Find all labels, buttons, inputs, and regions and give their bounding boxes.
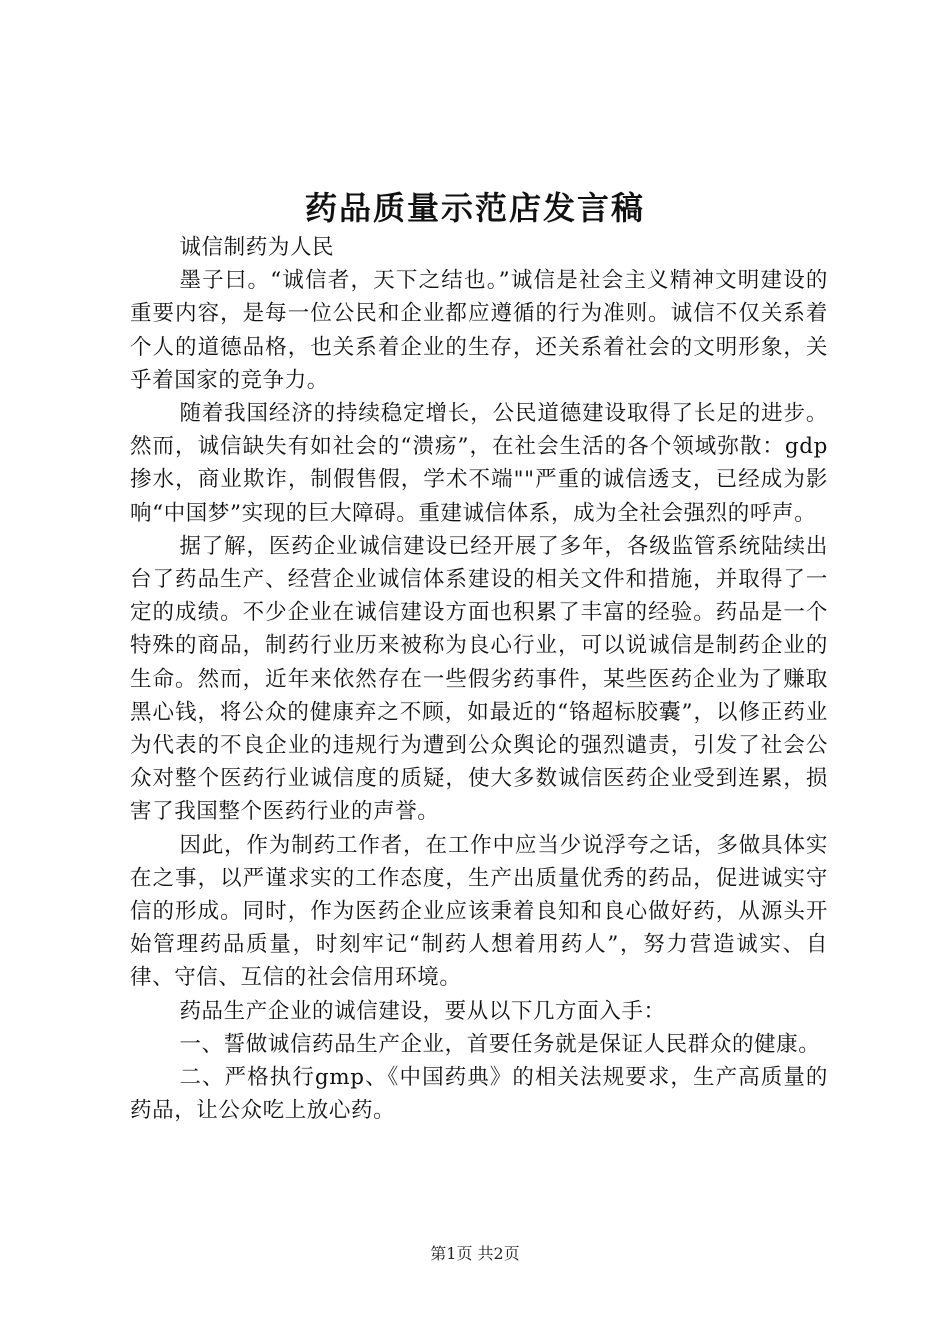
page-footer: 第1页 共2页 <box>430 1244 520 1263</box>
paragraph: 因此，作为制药工作者，在工作中应当少说浮夸之话，多做具体实在之事，以严谨求实的工作态度，生产出质量优秀的药品，促进诚实守信的形成。同时，作为医药企业应该秉着良知和良心做好药，从源头开始管理药品质量，时刻牢记“制药人想着用药人”，努力营造诚实、自律、守信、互信的社会信用环境。 <box>130 832 828 991</box>
paragraph: 一、誓做诚信药品生产企业，首要任务就是保证人民群众的健康。 <box>179 1031 821 1057</box>
paragraph: 据了解，医药企业诚信建设已经开展了多年，各级监管系统陆续出台了药品生产、经营企业诚信体系建设的相关文件和措施，并取得了一定的成绩。不少企业在诚信建设方面也积累了丰富的经验。药品是一个特殊的商品，制药行业历来被称为良心行业，可以说诚信是制药企业的生命。然而，近年来依然存在一些假劣药事件，某些医药企业为了赚取黑心钱，将公众的健康弃之不顾，如最近的“铬超标胶囊”，以修正药业为代表的不良企业的违规行为遭到公众舆论的强烈谴责，引发了社会公众对整个医药行业诚信度的质疑，使大多数诚信医药企业受到连累，损害了我国整个医药行业的声誉。 <box>130 533 828 825</box>
paragraph: 二、严格执行gmp、《中国药典》的相关法规要求，生产高质量的药品，让公众吃上放心药。 <box>130 1065 828 1124</box>
document-body <box>130 231 828 1127</box>
paragraph-subtitle: 诚信制药为人民 <box>179 235 335 260</box>
paragraph: 药品生产企业的诚信建设，要从以下几方面入手： <box>179 998 666 1024</box>
paragraph: 墨子曰。“诚信者，天下之结也。”诚信是社会主义精神文明建设的重要内容，是每一位公民和企业都应遵循的行为准则。诚信不仅关系着个人的道德品格，也关系着企业的生存，还关系着社会的文明形象，关乎着国家的竞争力。 <box>130 268 828 393</box>
paragraph: 随着我国经济的持续稳定增长，公民道德建设取得了长足的进步。然而，诚信缺失有如社会的“溃疡”，在社会生活的各个领域弥散：gdp掺水，商业欺诈，制假售假，学术不端""严重的诚信透支，已经成为影响“中国梦”实现的巨大障碍。重建诚信体系，成为全社会强烈的呼声。 <box>130 401 828 526</box>
document-title: 药品质量示范店发言稿 <box>304 189 645 227</box>
